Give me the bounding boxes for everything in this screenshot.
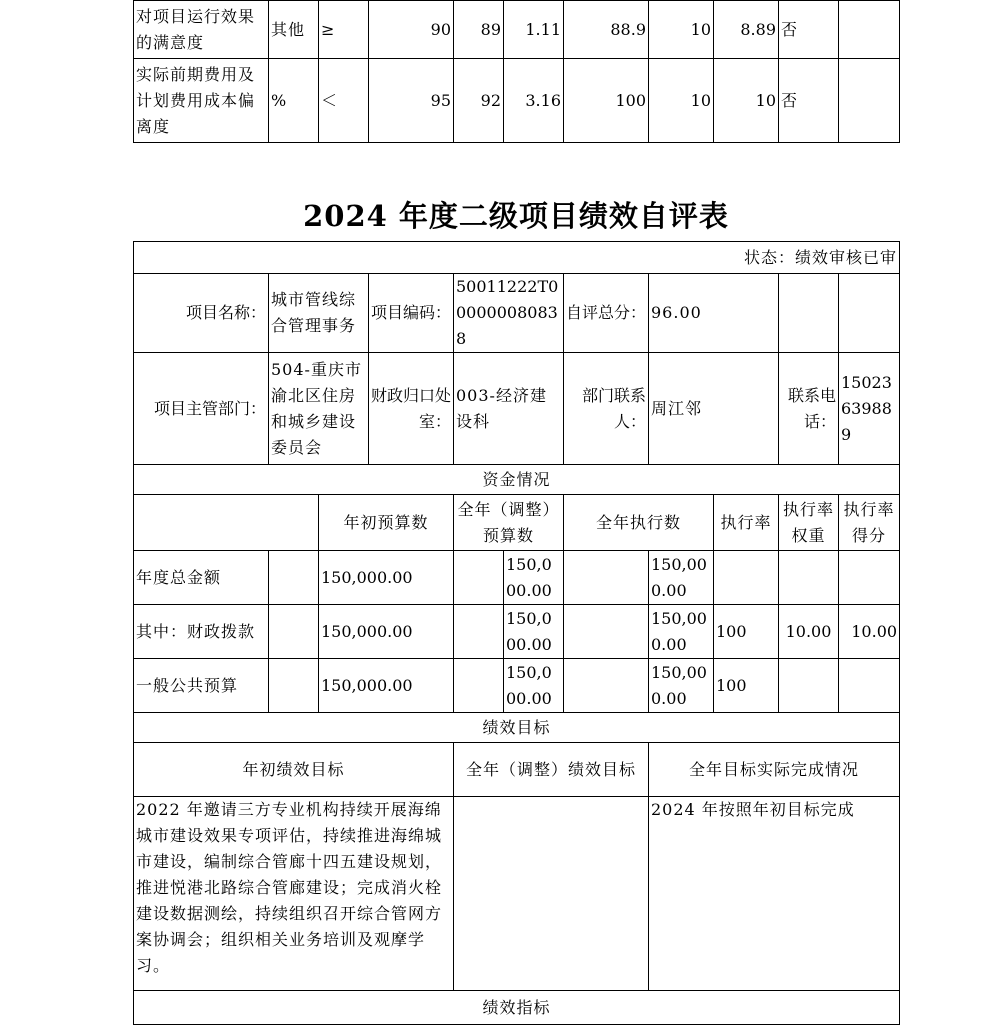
finance-office-value: 003-经济建设科 [454,353,564,465]
finance-office-label: 财政归口处室： [369,353,454,465]
funds-section-row [134,465,900,495]
indicator-unit: 其他 [269,1,319,59]
fund-weight [779,551,839,605]
indicator-target: 90 [369,1,454,59]
header-adjusted-budget: 全年（调整）预算数 [454,495,564,551]
indicator-note [839,59,900,143]
self-score-label: 自评总分： [564,274,649,353]
department-value: 504-重庆市渝北区住房和城乡建设委员会 [269,353,369,465]
project-name-value: 城市管线综合管理事务 [269,274,369,353]
project-code-value: 50011222T000000080838 [454,274,564,353]
indicator-weight: 10 [649,1,714,59]
fund-score [839,659,900,713]
table-row [134,659,900,713]
fund-score [839,551,900,605]
indicator-rate: 88.9 [564,1,649,59]
indicator-flag: 否 [779,1,839,59]
header-rate-score: 执行率得分 [839,495,900,551]
indicator-deviation: 1.11 [504,1,564,59]
header-executed: 全年执行数 [564,495,714,551]
indicator-name: 对项目运行效果的满意度 [134,1,269,59]
initial-goal-text: 2022 年邀请三方专业机构持续开展海绵城市建设效果专项评估，持续推进海绵城市建设，编制综合管廊十四五建设规划，推进悦港北路综合管廊建设；完成消火栓建设数据测绘，持续组织召开综合管网方案协调会；组织相关业务培训及观摩学习。 [134,797,454,991]
actual-completion-text: 2024 年按照年初目标完成 [649,797,900,991]
actual-completion-header: 全年目标实际完成情况 [649,743,900,797]
funds-section-title: 资金情况 [134,465,900,495]
header-execution-rate: 执行率 [714,495,779,551]
page-title: 2024 年度二级项目绩效自评表 [303,199,729,233]
goals-section-row [134,713,900,743]
fund-row-label: 年度总金额 [134,551,269,605]
project-code-label: 项目编码： [369,274,454,353]
fund-executed: 150,000.00 [649,605,714,659]
indicator-target: 95 [369,59,454,143]
indicator-deviation: 3.16 [504,59,564,143]
fund-row-label: 一般公共预算 [134,659,269,713]
initial-goal-header: 年初绩效目标 [134,743,454,797]
header-rate-weight: 执行率权重 [779,495,839,551]
fund-executed: 150,000.00 [649,659,714,713]
fund-score: 10.00 [839,605,900,659]
indicator-operator: ＜ [319,59,369,143]
indicator-name: 实际前期费用及计划费用成本偏离度 [134,59,269,143]
project-name-label: 项目名称： [134,274,269,353]
table-row [134,605,900,659]
self-score-value: 96.00 [649,274,779,353]
status-badge: 状态：绩效审核已审 [134,242,900,274]
fund-executed: 150,000.00 [649,551,714,605]
phone-label: 联系电话： [779,353,839,465]
fund-initial: 150,000.00 [319,605,454,659]
fund-row-label: 其中：财政拨款 [134,605,269,659]
indicator-unit: % [269,59,319,143]
indicator-operator: ≥ [319,1,369,59]
fund-initial: 150,000.00 [319,659,454,713]
fund-initial: 150,000.00 [319,551,454,605]
phone-value: 15023639889 [839,353,900,465]
department-label: 项目主管部门： [134,353,269,465]
project-info-row [134,274,900,353]
indicator-score: 10 [714,59,779,143]
self-evaluation-table [133,241,900,1025]
fund-rate: 100 [714,605,779,659]
fund-weight [779,659,839,713]
adjusted-goal-text [454,797,649,991]
indicator-rate: 100 [564,59,649,143]
contact-person-value: 周江邻 [649,353,779,465]
fund-rate [714,551,779,605]
indicator-flag: 否 [779,59,839,143]
adjusted-goal-header: 全年（调整）绩效目标 [454,743,649,797]
fund-adjusted: 150,000.00 [504,551,564,605]
fund-weight: 10.00 [779,605,839,659]
table-row [134,551,900,605]
header-initial-budget: 年初预算数 [319,495,454,551]
goals-content-row [134,797,900,991]
contact-person-label: 部门联系人： [564,353,649,465]
fund-adjusted: 150,000.00 [504,605,564,659]
table-row [134,1,900,59]
department-row [134,353,900,465]
indicator-actual: 89 [454,1,504,59]
indicator-weight: 10 [649,59,714,143]
table-row [134,59,900,143]
fund-rate: 100 [714,659,779,713]
status-row [134,242,900,274]
goals-section-title: 绩效目标 [134,713,900,743]
indicator-score: 8.89 [714,1,779,59]
indicators-section-title: 绩效指标 [134,991,900,1025]
previous-indicator-table [133,0,900,143]
indicator-note [839,1,900,59]
goals-header-row [134,743,900,797]
indicators-section-row [134,991,900,1025]
indicator-actual: 92 [454,59,504,143]
fund-adjusted: 150,000.00 [504,659,564,713]
funds-header-row [134,495,900,551]
